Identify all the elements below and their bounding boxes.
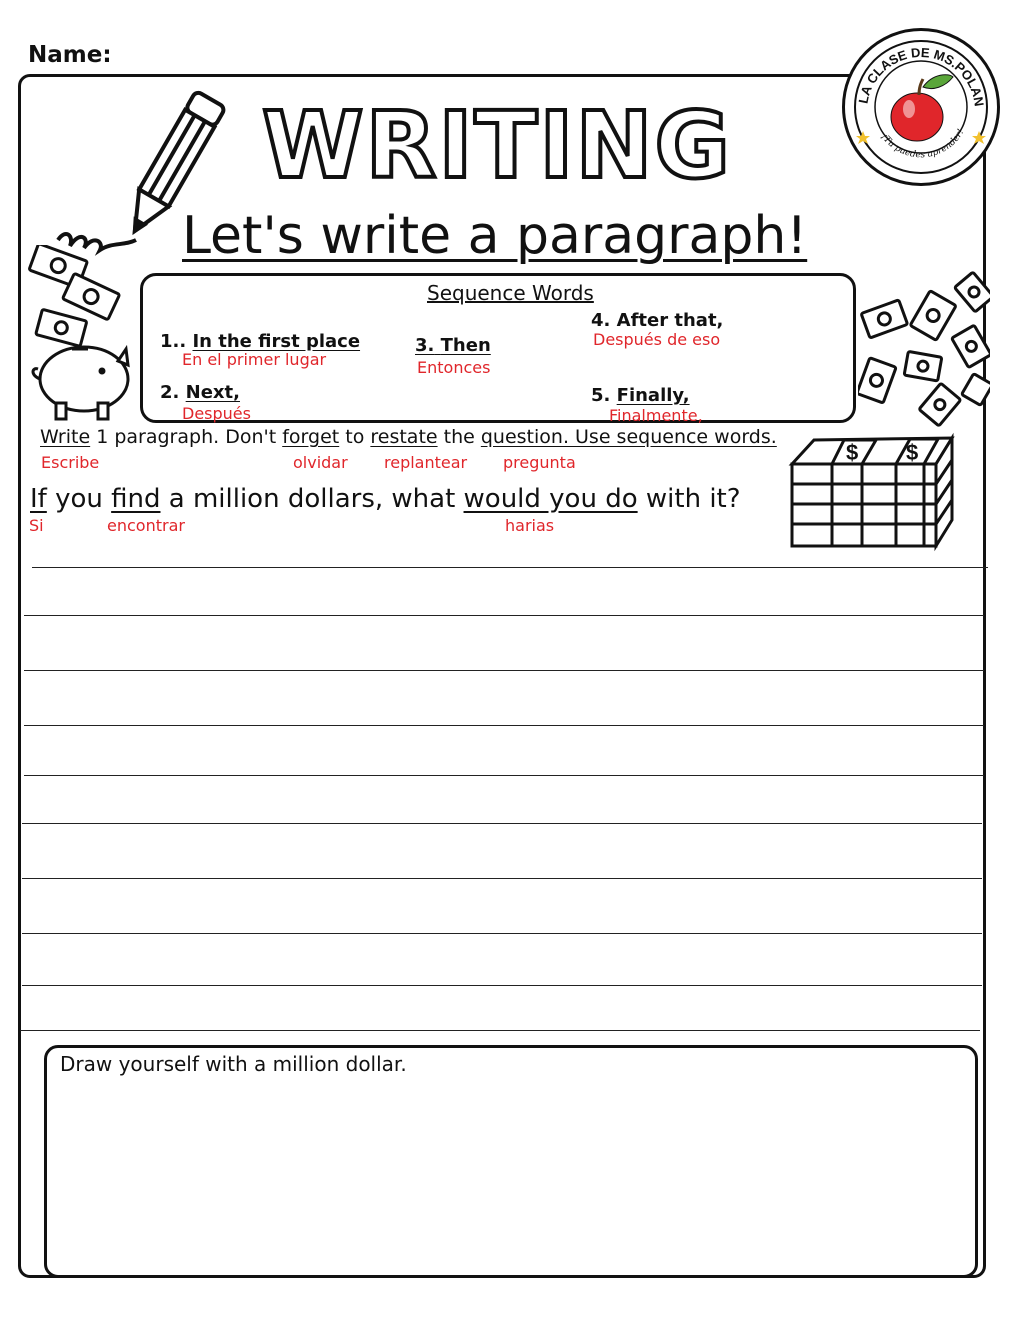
svg-text:$: $ <box>906 440 919 465</box>
worksheet-subtitle: Let's write a paragraph! <box>182 206 808 266</box>
name-label: Name: <box>28 42 112 68</box>
sequence-item-4-translation: Después de eso <box>593 330 721 349</box>
writing-line[interactable] <box>32 567 988 568</box>
translation-escribe: Escribe <box>41 453 100 472</box>
sequence-item-5-translation: Finalmente, <box>609 406 703 425</box>
badge-bottom-text: ¡Tu puedes aprender! <box>878 127 967 161</box>
sequence-item-1-translation: En el primer lugar <box>182 350 327 369</box>
drawing-box[interactable] <box>44 1045 978 1278</box>
translation-olvidar: olvidar <box>293 453 348 472</box>
translation-harias: harias <box>505 516 555 535</box>
piggy-bank-icon <box>22 245 140 425</box>
writing-line[interactable] <box>22 878 982 879</box>
writing-line[interactable] <box>22 985 982 986</box>
svg-text:$: $ <box>846 440 859 465</box>
writing-line[interactable] <box>20 1030 980 1031</box>
writing-line[interactable] <box>24 615 984 616</box>
translation-si: Si <box>29 516 44 535</box>
sequence-item-3-translation: Entonces <box>417 358 491 377</box>
drawing-box-label: Draw yourself with a million dollar. <box>60 1052 407 1076</box>
sequence-item-5: 5. Finally, <box>591 385 690 406</box>
badge-top-text: LA CLASE DE MS.POLAN <box>855 44 987 108</box>
writing-line[interactable] <box>24 775 984 776</box>
sequence-item-4: 4. After that, <box>591 310 724 331</box>
apple-logo-icon <box>845 31 997 183</box>
writing-line[interactable] <box>24 725 984 726</box>
sequence-item-2-translation: Después <box>182 404 251 423</box>
flying-bills-icon <box>858 270 990 442</box>
translation-pregunta: pregunta <box>503 453 576 472</box>
translation-encontrar: encontrar <box>107 516 185 535</box>
translation-replantear: replantear <box>384 453 468 472</box>
sequence-item-2: 2. Next, <box>160 382 240 403</box>
sequence-item-1: 1.. In the first place <box>160 331 361 352</box>
money-stack-icon <box>786 430 956 552</box>
writing-line[interactable] <box>24 670 984 671</box>
worksheet-title: WRITING <box>262 92 733 199</box>
class-logo-badge <box>842 28 1000 186</box>
sequence-item-3: 3. Then <box>415 335 491 356</box>
writing-line[interactable] <box>22 933 982 934</box>
instruction-text: Write 1 paragraph. Don't forget to restate the question. Use sequence words. <box>40 426 777 448</box>
writing-prompt-question: If you find a million dollars, what would you do with it? <box>30 484 741 514</box>
sequence-words-title: Sequence Words <box>427 281 594 305</box>
writing-line[interactable] <box>22 823 982 824</box>
